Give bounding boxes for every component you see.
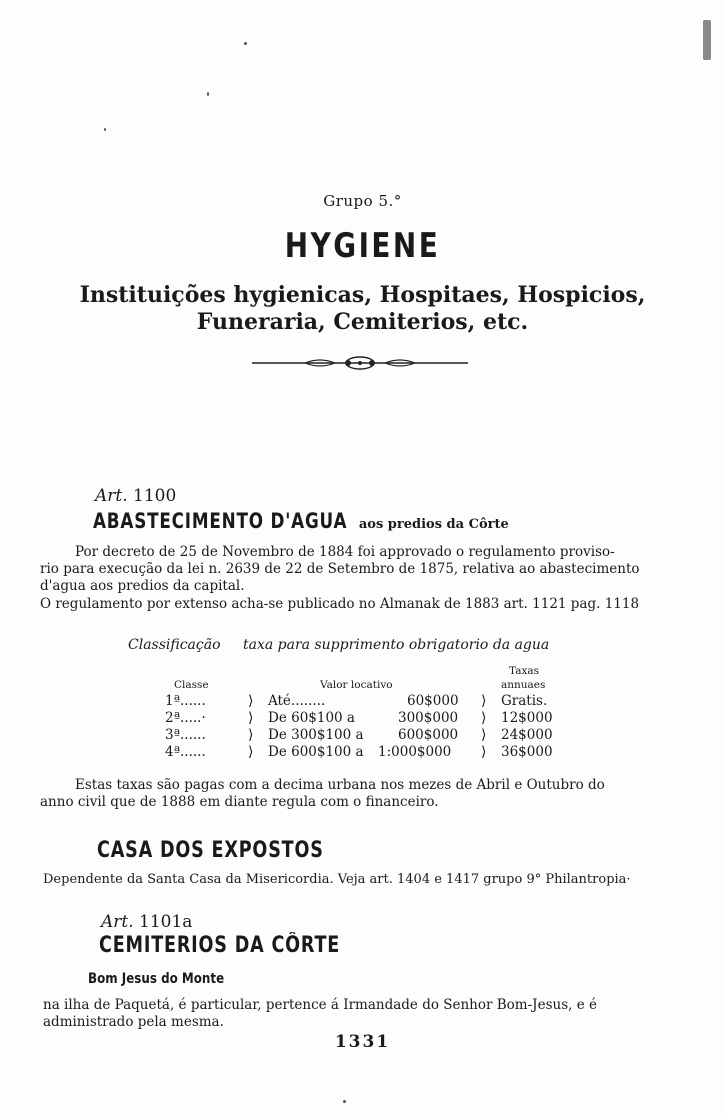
cemiterio-line: administrado pela mesma.	[43, 1014, 224, 1030]
cell-taxa: 36$000	[501, 744, 553, 760]
cell-classe: 1ª......	[165, 693, 206, 709]
group-label: Grupo 5.°	[323, 192, 402, 210]
note-line: Estas taxas são pagas com a decima urbana nos mezes de Abril e Outubro do	[75, 777, 605, 793]
cell-classe: 4ª......	[165, 744, 206, 760]
article-1101a-label	[101, 912, 192, 932]
col-header-valor: Valor locativo	[320, 679, 393, 691]
page-number: 1331	[334, 1032, 391, 1052]
paragraph-line: rio para execução da lei n. 2639 de 22 de Setembro de 1875, relativa ao abastecimento	[40, 561, 640, 577]
cell-taxa: 24$000	[501, 727, 553, 743]
casa-expostos-text: Dependente da Santa Casa da Misericordia. Veja art. 1404 e 1417 grupo 9° Philantropia·	[43, 872, 631, 887]
table-caption-right: taxa para supprimento obrigatorio da agua	[243, 637, 550, 653]
cemiterio-line: na ilha de Paquetá, é particular, pertence á Irmandade do Senhor Bom-Jesus, e é	[43, 997, 597, 1013]
paragraph-line: d'agua aos predios da capital.	[40, 578, 245, 594]
brace-icon: ⟩	[248, 710, 254, 726]
abastecimento-heading: ABASTECIMENTO D'AGUA	[93, 509, 348, 533]
cell-classe: 3ª......	[165, 727, 206, 743]
casa-expostos-heading: CASA DOS EXPOSTOS	[97, 838, 324, 863]
article-number: 1101a	[139, 912, 193, 932]
cell-valor-b: 1:000$000	[378, 744, 452, 760]
brace-icon: ⟩	[481, 744, 487, 760]
cell-valor-b: 300$000	[398, 710, 459, 726]
cell-valor-a: De 60$100 a	[268, 710, 355, 726]
cemiterios-heading: CEMITERIOS DA CÔRTE	[99, 933, 341, 958]
scan-speck	[244, 42, 247, 45]
article-1100-label	[95, 486, 176, 506]
brace-icon: ⟩	[248, 744, 254, 760]
decorative-rule-icon	[250, 354, 470, 372]
cell-valor-a: De 600$100 a	[268, 744, 364, 760]
subtitle-line-1: Instituições hygienicas, Hospitaes, Hospicios,	[79, 282, 646, 308]
col-header-taxas: Taxas	[509, 665, 540, 677]
cell-taxa: Gratis.	[501, 693, 548, 709]
paragraph-line: O regulamento por extenso acha-se publicado no Almanak de 1883 art. 1121 pag. 1118	[40, 596, 640, 612]
brace-icon: ⟩	[248, 693, 254, 709]
abastecimento-heading-suffix: aos predios da Côrte	[358, 517, 509, 532]
cell-valor-a: Até........	[268, 693, 326, 709]
col-header-annuaes: annuaes	[501, 679, 546, 691]
scan-speck	[104, 128, 106, 131]
brace-icon: ⟩	[481, 727, 487, 743]
scan-edge-mark	[703, 20, 711, 60]
scan-speck	[207, 92, 209, 96]
table-caption-left: Classificação	[128, 637, 221, 653]
brace-icon: ⟩	[248, 727, 254, 743]
note-line: anno civil que de 1888 em diante regula com o financeiro.	[40, 794, 439, 810]
scan-speck	[343, 1100, 346, 1103]
article-1100-heading	[93, 509, 509, 533]
section-title: HYGIENE	[284, 226, 441, 266]
cell-valor-a: De 300$100 a	[268, 727, 364, 743]
cell-valor-b: 60$000	[407, 693, 459, 709]
col-header-classe: Classe	[174, 679, 209, 691]
brace-icon: ⟩	[481, 693, 487, 709]
bom-jesus-subheading: Bom Jesus do Monte	[88, 971, 225, 987]
paragraph-line: Por decreto de 25 de Novembro de 1884 foi approvado o regulamento proviso-	[75, 544, 615, 560]
article-prefix: Art.	[101, 912, 134, 932]
article-number: 1100	[133, 486, 177, 506]
article-prefix: Art.	[95, 486, 128, 506]
brace-icon: ⟩	[481, 710, 487, 726]
cell-taxa: 12$000	[501, 710, 553, 726]
cell-classe: 2ª.....·	[165, 710, 206, 726]
subtitle-line-2: Funeraria, Cemiterios, etc.	[196, 309, 529, 335]
cell-valor-b: 600$000	[398, 727, 459, 743]
